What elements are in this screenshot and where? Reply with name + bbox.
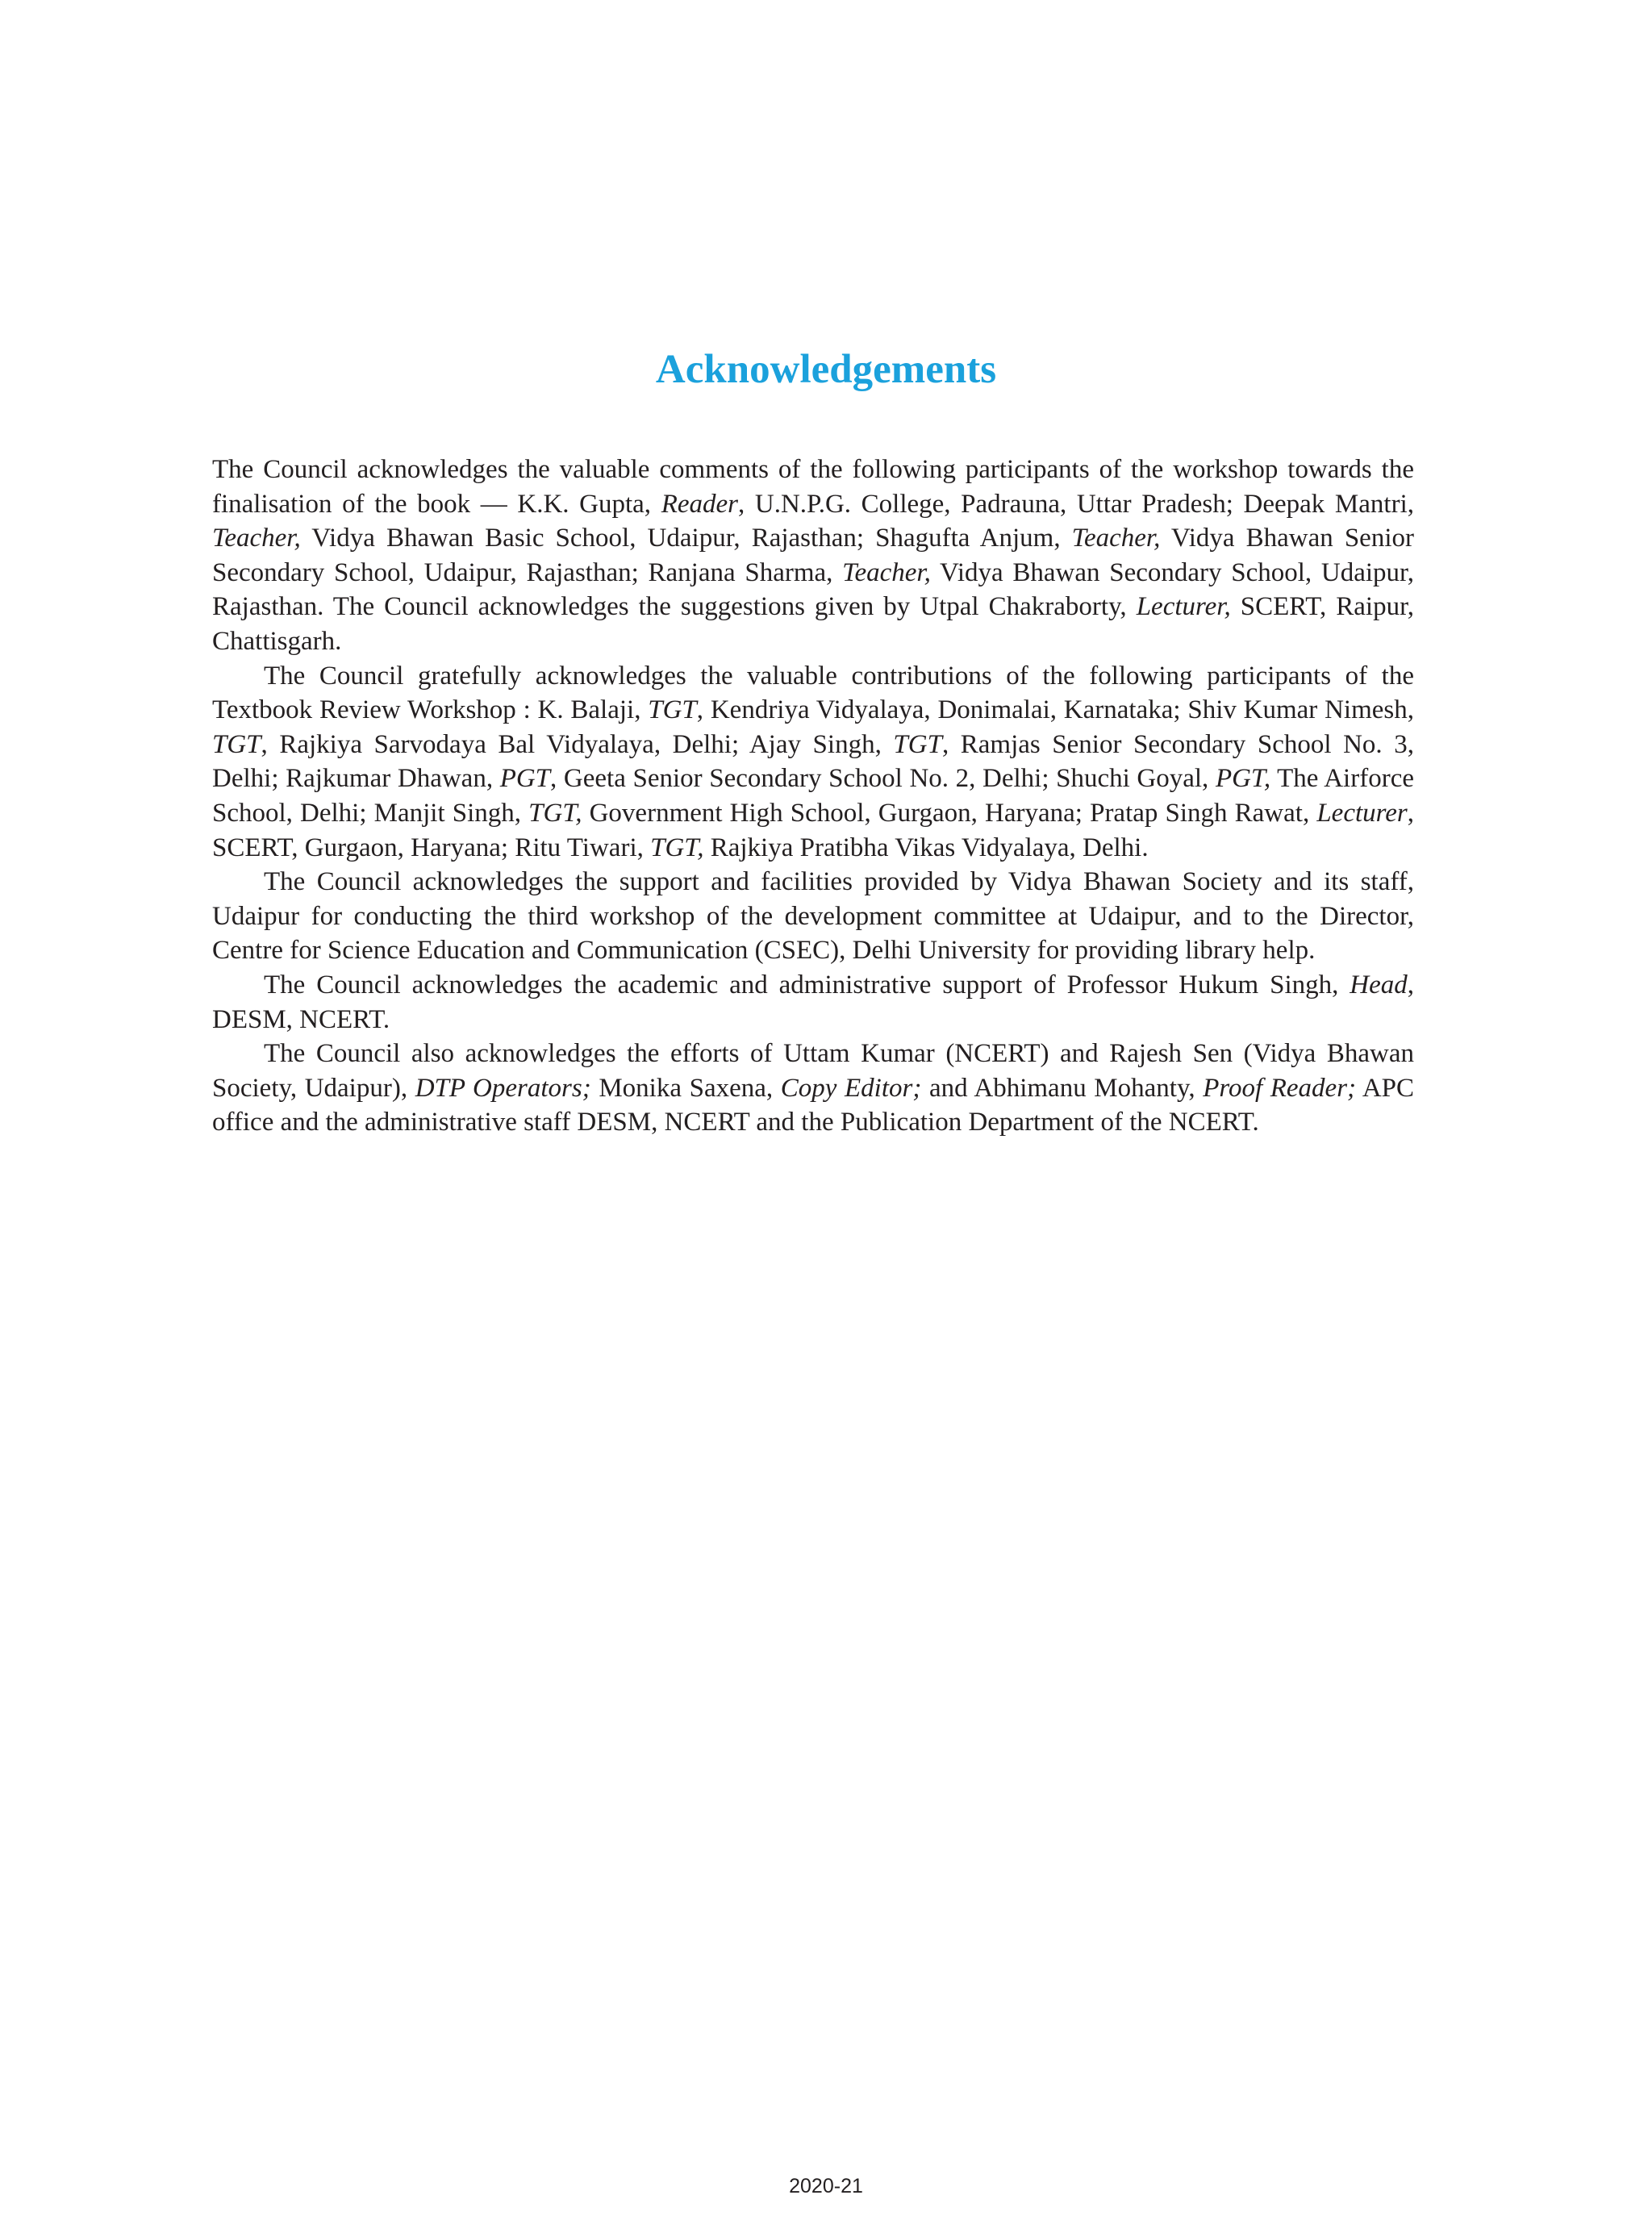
text-run: SCERT, Raipur, Chattisgarh. [212, 592, 1414, 656]
text-run: The Council acknowledges the valuable comments of the following participants of the workshop towards the finalisation of the book — K.K. Gupta, [212, 455, 1414, 519]
acknowledgements-body [212, 453, 1414, 1140]
italic-designation: PGT [499, 764, 551, 794]
italic-designation: PGT, [1215, 764, 1271, 794]
italic-designation: Reader [661, 489, 738, 519]
italic-designation: Copy Editor; [780, 1073, 922, 1103]
text-run: Monika Saxena, [590, 1073, 781, 1103]
italic-designation: Teacher, [1071, 524, 1161, 553]
italic-designation: Teacher, [842, 557, 931, 587]
text-run: Government High School, Gurgaon, Haryana; Pratap Singh Rawat, [582, 798, 1317, 828]
italic-designation: TGT, [650, 833, 704, 862]
italic-designation: TGT [893, 729, 942, 759]
text-run: , Ramjas Senior Secondary School No. 3, Delhi; Rajkumar Dhawan, [212, 729, 1414, 794]
text-run: The Airforce School, Delhi; Manjit Singh, [212, 764, 1414, 828]
text-run: Vidya Bhawan Senior Secondary School, Udaipur, Rajasthan; Ranjana Sharma, [212, 524, 1414, 587]
italic-designation: TGT [212, 729, 261, 759]
italic-designation: Proof Reader; [1203, 1073, 1357, 1103]
text-run: Vidya Bhawan Basic School, Udaipur, Rajasthan; Shagufta Anjum, [300, 524, 1072, 553]
text-run: The Council also acknowledges the efforts of Uttam Kumar (NCERT) and Rajesh Sen (Vidya Bhawan Society, Udaipur), [212, 1039, 1414, 1103]
italic-designation: Head [1350, 970, 1408, 999]
italic-designation: TGT, [528, 798, 582, 828]
paragraph-workshop-participants [212, 453, 1414, 659]
text-run: , SCERT, Gurgaon, Haryana; Ritu Tiwari, [212, 798, 1415, 862]
text-run: The Council gratefully acknowledges the valuable contributions of the following participants of the Textbook Review Workshop : K. Balaji, [212, 661, 1414, 725]
footer-year: 2020-21 [789, 2175, 863, 2197]
paragraph-review-workshop [212, 659, 1414, 866]
text-run: , U.N.P.G. College, Padrauna, Uttar Pradesh; Deepak Mantri, [737, 489, 1414, 519]
text-run: , Kendriya Vidyalaya, Donimalai, Karnataka; Shiv Kumar Nimesh, [696, 695, 1414, 725]
italic-designation: DTP Operators; [415, 1073, 591, 1103]
text-run: , DESM, NCERT. [212, 970, 1414, 1034]
paragraph-academic-support [212, 968, 1414, 1037]
text-run: , Geeta Senior Secondary School No. 2, Delhi; Shuchi Goyal, [550, 764, 1216, 794]
text-run: Vidya Bhawan Secondary School, Udaipur, Rajasthan. The Council acknowledges the suggestions given by Utpal Chakraborty, [212, 557, 1414, 622]
paragraph-vidya-bhawan-support [212, 865, 1414, 968]
text-run: The Council acknowledges the support and facilities provided by Vidya Bhawan Society and its staff, Udaipur for conducting the third workshop of the development committee at Udaipur, and to the Director, Centre for Science Education and Communication (CSEC), Delhi University for providing library help. [212, 867, 1414, 966]
text-run: , Rajkiya Sarvodaya Bal Vidyalaya, Delhi; Ajay Singh, [261, 729, 894, 759]
italic-designation: Lecturer, [1136, 592, 1231, 622]
italic-designation: TGT [648, 695, 697, 725]
text-run: Rajkiya Pratibha Vikas Vidyalaya, Delhi. [703, 833, 1149, 862]
text-run: APC office and the administrative staff DESM, NCERT and the Publication Department of the NCERT. [212, 1073, 1415, 1137]
italic-designation: Teacher, [212, 524, 301, 553]
text-run: and Abhimanu Mohanty, [921, 1073, 1204, 1103]
text-run: The Council acknowledges the academic and administrative support of Professor Hukum Singh, [264, 970, 1350, 999]
paragraph-staff-efforts [212, 1037, 1414, 1140]
page-title: Acknowledgements [655, 347, 997, 392]
italic-designation: Lecturer [1316, 798, 1408, 828]
